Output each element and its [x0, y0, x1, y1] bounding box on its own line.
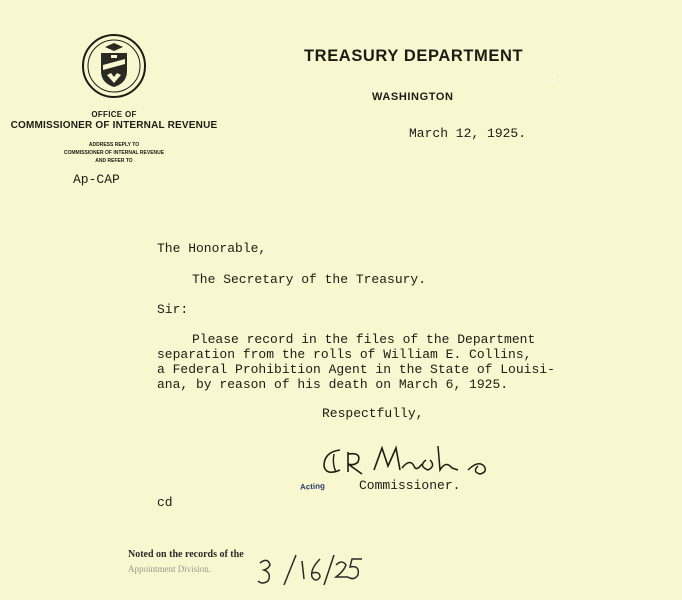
paper-speck — [553, 74, 555, 76]
typist-initials: cd — [157, 495, 173, 510]
closing: Respectfully, — [322, 406, 424, 421]
city-heading: WASHINGTON — [372, 91, 454, 103]
office-name: COMMISSIONER OF INTERNAL REVENUE — [10, 120, 218, 131]
letter-date: March 12, 1925. — [409, 126, 527, 141]
paper-speck — [552, 80, 554, 82]
department-heading: TREASURY DEPARTMENT — [304, 47, 524, 65]
body-line: a Federal Prohibition Agent in the State of Louisi- — [157, 362, 555, 377]
body-line: ana, by reason of his death on March 6, 1925. — [157, 377, 509, 392]
reply-instruction-line2: COMMISSIONER OF INTERNAL REVENUE — [63, 150, 165, 156]
division-notation: Appointment Division. — [128, 564, 211, 574]
office-of-label: OFFICE OF — [91, 110, 137, 119]
signer-title: Commissioner. — [359, 478, 461, 493]
greeting: Sir: — [157, 302, 189, 317]
handwritten-signature — [318, 442, 498, 482]
records-notation: Noted on the records of the — [128, 549, 244, 560]
handwritten-date — [254, 553, 364, 587]
body-line: separation from the rolls of William E. Collins, — [157, 347, 532, 362]
salutation: The Honorable, — [157, 241, 267, 256]
body-line: Please record in the files of the Department — [192, 332, 536, 347]
reply-instruction-line1: ADDRESS REPLY TO — [88, 142, 140, 148]
reference-code: Ap-CAP — [73, 172, 120, 187]
treasury-seal-icon — [81, 33, 147, 99]
acting-stamp: Acting — [299, 481, 326, 492]
addressee: The Secretary of the Treasury. — [192, 272, 427, 287]
reply-instruction-line3: AND REFER TO — [95, 158, 133, 164]
